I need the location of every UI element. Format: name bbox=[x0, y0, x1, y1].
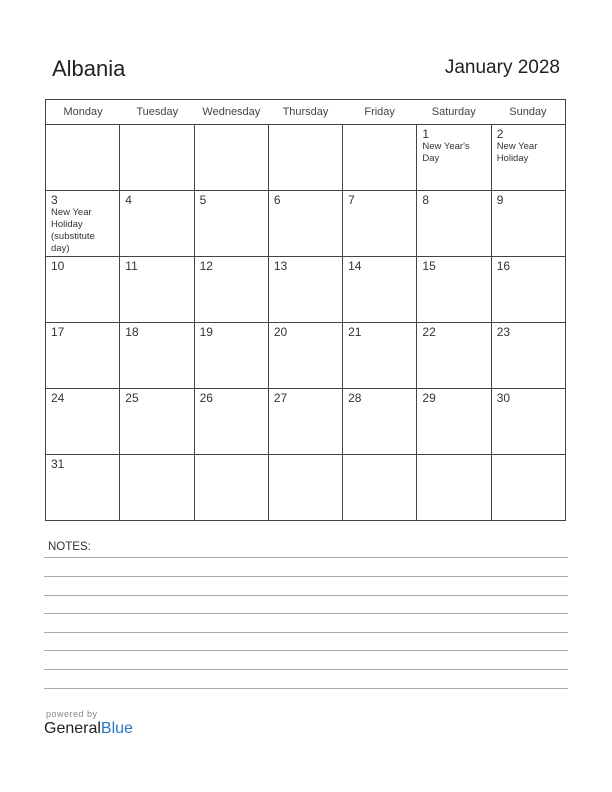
day-number: 1 bbox=[422, 127, 430, 141]
day-cell bbox=[46, 455, 119, 520]
week-row bbox=[46, 388, 565, 454]
month-title: January 2028 bbox=[444, 57, 560, 78]
day-cell bbox=[342, 125, 416, 190]
powered-by-text: powered by bbox=[46, 709, 98, 719]
day-number: 2 bbox=[496, 127, 504, 141]
day-cell bbox=[491, 191, 565, 256]
day-cell bbox=[342, 389, 416, 454]
day-number: 22 bbox=[422, 325, 436, 339]
note-line bbox=[44, 688, 568, 689]
day-cell bbox=[416, 257, 490, 322]
day-cell bbox=[268, 257, 342, 322]
day-cell bbox=[119, 125, 193, 190]
day-number: 12 bbox=[199, 259, 213, 273]
week-row bbox=[46, 190, 565, 256]
day-number: 31 bbox=[51, 457, 65, 471]
country-title: Albania bbox=[52, 56, 126, 81]
holiday-label: New Year Holiday bbox=[496, 141, 538, 164]
logo-blue: Blue bbox=[100, 720, 133, 737]
weekday-header bbox=[46, 100, 565, 125]
note-line bbox=[44, 595, 568, 596]
day-number: 25 bbox=[125, 391, 139, 405]
day-number: 16 bbox=[496, 259, 511, 273]
day-number: 19 bbox=[199, 325, 213, 339]
day-number: 6 bbox=[273, 193, 281, 207]
day-cell bbox=[194, 257, 268, 322]
day-cell bbox=[342, 191, 416, 256]
day-cell bbox=[268, 125, 342, 190]
day-cell bbox=[342, 257, 416, 322]
day-number: 27 bbox=[273, 391, 288, 405]
day-cell bbox=[46, 257, 119, 322]
day-cell bbox=[491, 389, 565, 454]
day-cell bbox=[491, 125, 565, 190]
day-cell bbox=[491, 257, 565, 322]
day-number: 30 bbox=[496, 391, 511, 405]
weekday-sunday: Sunday bbox=[509, 106, 547, 118]
day-number: 18 bbox=[125, 325, 139, 339]
day-cell bbox=[342, 323, 416, 388]
note-line bbox=[44, 650, 568, 651]
branding bbox=[44, 709, 133, 738]
day-cell bbox=[194, 125, 268, 190]
day-cell bbox=[194, 191, 268, 256]
day-number: 15 bbox=[422, 259, 436, 273]
note-line bbox=[44, 576, 568, 577]
week-row bbox=[46, 322, 565, 388]
day-cell bbox=[46, 389, 119, 454]
day-cell bbox=[342, 455, 416, 520]
week-row bbox=[46, 454, 565, 520]
day-cell bbox=[491, 323, 565, 388]
weekday-saturday: Saturday bbox=[431, 106, 476, 118]
note-line bbox=[44, 669, 568, 670]
day-cell bbox=[194, 455, 268, 520]
day-number: 7 bbox=[348, 193, 355, 207]
calendar-grid bbox=[45, 99, 566, 521]
day-cell bbox=[416, 389, 490, 454]
day-number: 26 bbox=[199, 391, 213, 405]
holiday-label: New Year Holiday (substitute day) bbox=[51, 207, 95, 254]
day-cell bbox=[268, 389, 342, 454]
day-cell bbox=[416, 191, 490, 256]
weekday-thursday: Thursday bbox=[282, 106, 329, 118]
day-cell bbox=[119, 323, 193, 388]
weekday-wednesday: Wednesday bbox=[202, 106, 261, 118]
day-cell bbox=[491, 455, 565, 520]
day-number: 29 bbox=[422, 391, 436, 405]
day-number: 13 bbox=[273, 259, 288, 273]
day-cell bbox=[268, 323, 342, 388]
day-number: 5 bbox=[199, 193, 207, 207]
note-line bbox=[44, 613, 568, 614]
day-number: 8 bbox=[422, 193, 430, 207]
day-cell bbox=[119, 191, 193, 256]
holiday-label: New Year's Day bbox=[422, 141, 470, 164]
day-cell bbox=[268, 191, 342, 256]
day-number: 14 bbox=[348, 259, 362, 273]
day-number: 3 bbox=[51, 193, 58, 207]
day-cell bbox=[194, 389, 268, 454]
day-cell bbox=[46, 323, 119, 388]
day-number: 9 bbox=[496, 193, 504, 207]
weekday-monday: Monday bbox=[63, 106, 103, 118]
weekday-tuesday: Tuesday bbox=[136, 106, 179, 118]
day-cell bbox=[416, 455, 490, 520]
week-row bbox=[46, 256, 565, 322]
notes-label: NOTES: bbox=[48, 541, 91, 553]
weekday-friday: Friday bbox=[364, 106, 395, 118]
day-cell bbox=[268, 455, 342, 520]
note-line bbox=[44, 557, 568, 558]
day-cell bbox=[416, 323, 490, 388]
day-number: 4 bbox=[125, 193, 132, 207]
day-cell bbox=[46, 191, 119, 256]
generalblue-logo bbox=[44, 720, 133, 738]
day-cell bbox=[416, 125, 490, 190]
day-cell bbox=[46, 125, 119, 190]
day-cell bbox=[194, 323, 268, 388]
day-cell bbox=[119, 389, 193, 454]
day-number: 28 bbox=[348, 391, 362, 405]
week-row bbox=[46, 125, 565, 190]
day-number: 10 bbox=[51, 259, 65, 273]
day-cell bbox=[119, 257, 193, 322]
logo-general: General bbox=[44, 720, 101, 737]
day-number: 17 bbox=[51, 325, 65, 339]
note-line bbox=[44, 632, 568, 633]
day-number: 20 bbox=[273, 325, 288, 339]
day-number: 23 bbox=[496, 325, 511, 339]
day-number: 24 bbox=[51, 391, 65, 405]
day-number: 11 bbox=[125, 259, 138, 273]
day-cell bbox=[119, 455, 193, 520]
day-number: 21 bbox=[348, 325, 362, 339]
